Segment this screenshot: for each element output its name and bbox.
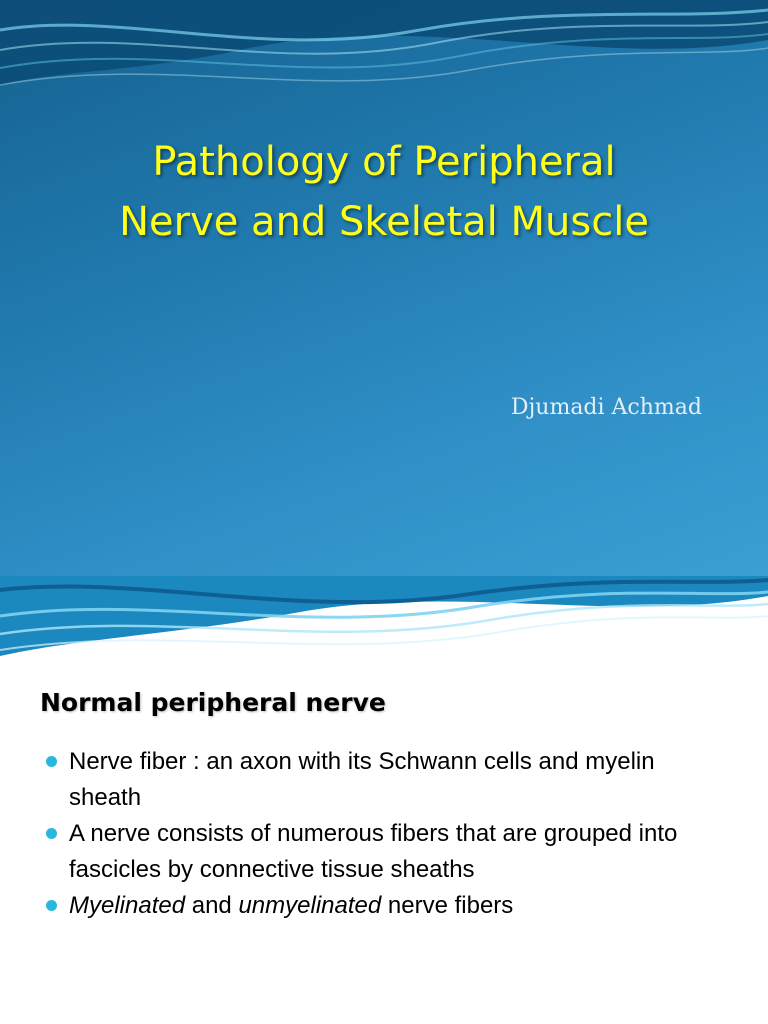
list-item	[46, 888, 726, 924]
bullet-text: Nerve fiber : an axon with its Schwann cells and myelin sheath	[69, 748, 655, 811]
slide-heading: Normal peripheral nerve	[40, 688, 386, 717]
bullet-text-italic: Myelinated	[69, 892, 186, 919]
list-item	[46, 816, 726, 888]
bullet-text-italic: unmyelinated	[238, 892, 382, 919]
bullet-dot-icon	[46, 828, 57, 839]
bullet-text: and	[185, 892, 239, 919]
bullet-dot-icon	[46, 756, 57, 767]
slide-title-line-2: Nerve and Skeletal Muscle	[119, 199, 649, 245]
wave-decoration-top	[0, 576, 768, 666]
slide-title	[0, 132, 768, 252]
author-name: Djumadi Achmad	[510, 395, 702, 420]
content-slide	[0, 576, 768, 1024]
bullet-text: A nerve consists of numerous fibers that are grouped into fascicles by connective tissue sheaths	[69, 820, 678, 883]
bullet-text: nerve fibers	[381, 892, 514, 919]
bullet-list	[46, 744, 726, 924]
bullet-dot-icon	[46, 900, 57, 911]
wave-decoration	[0, 0, 768, 110]
slide-title-line-1: Pathology of Peripheral	[152, 139, 616, 185]
list-item	[46, 744, 726, 816]
